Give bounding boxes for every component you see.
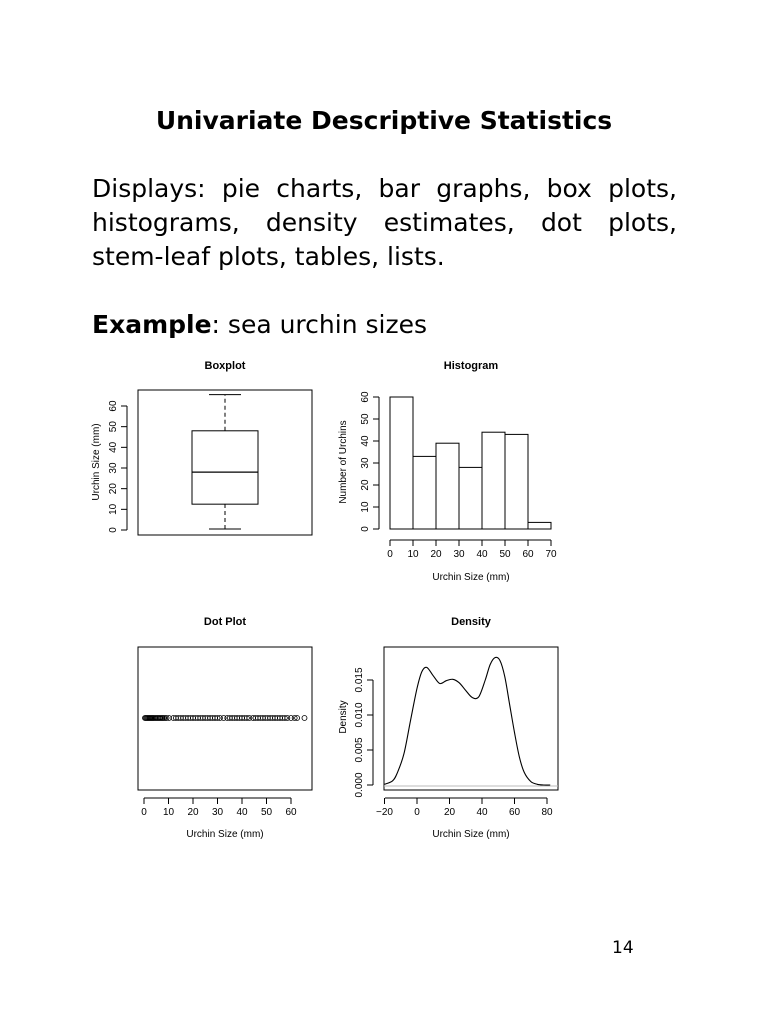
density-x-tick-label: −20: [376, 807, 393, 818]
density-panel: [338, 616, 558, 840]
density-x-tick-label: 60: [508, 807, 521, 818]
boxplot-y-ticks: [108, 400, 127, 533]
histogram-bar: [390, 397, 413, 529]
dotplot-x-ticks: [141, 798, 297, 818]
density-x-label: Urchin Size (mm): [432, 829, 510, 840]
histogram-x-label: Urchin Size (mm): [432, 572, 510, 583]
dotplot-x-tick-label: 30: [211, 807, 224, 818]
density-y-tick-label: 0.005: [354, 737, 365, 763]
page-number: 14: [612, 938, 634, 958]
density-y-tick-label: 0.010: [354, 702, 365, 728]
histogram-y-ticks: [360, 391, 379, 532]
histogram-x-tick-label: 30: [453, 549, 465, 560]
histogram-y-tick-label: 30: [360, 457, 371, 469]
density-frame: [384, 647, 558, 790]
dotplot-x-tick-label: 50: [260, 807, 273, 818]
histogram-panel: [338, 360, 557, 583]
boxplot-box: [192, 431, 258, 504]
histogram-y-tick-label: 60: [360, 391, 371, 403]
dotplot-x-tick-label: 60: [285, 807, 297, 818]
boxplot-y-tick-label: 50: [108, 421, 119, 433]
dotplot-x-tick-label: 10: [162, 807, 175, 818]
histogram-y-tick-label: 40: [360, 435, 371, 447]
histogram-y-tick-label: 50: [360, 413, 371, 425]
histogram-bar: [459, 467, 482, 529]
boxplot-panel: [91, 360, 312, 535]
histogram-title: Histogram: [443, 360, 499, 372]
histogram-bar: [482, 432, 505, 529]
density-x-ticks: [376, 798, 553, 818]
histogram-x-tick-label: 60: [522, 549, 534, 560]
dotplot-x-label: Urchin Size (mm): [186, 829, 264, 840]
density-y-label: Density: [338, 700, 349, 734]
density-y-ticks: [354, 667, 373, 797]
boxplot-y-tick-label: 20: [108, 483, 119, 495]
histogram-x-tick-label: 50: [499, 549, 511, 560]
histogram-y-tick-label: 10: [360, 501, 371, 513]
boxplot-body: [192, 395, 258, 529]
density-x-tick-label: 80: [541, 807, 553, 818]
dotplot-title: Dot Plot: [203, 616, 247, 628]
boxplot-title: Boxplot: [204, 360, 246, 372]
histogram-bar: [505, 434, 528, 529]
histogram-y-tick-label: 20: [360, 479, 371, 491]
histogram-bar: [528, 522, 551, 529]
density-x-tick-label: 20: [443, 807, 456, 818]
density-x-tick-label: 0: [414, 807, 420, 818]
dotplot-x-tick-label: 40: [236, 807, 248, 818]
boxplot-y-tick-label: 10: [108, 503, 119, 515]
dotplot-x-tick-label: 0: [141, 807, 147, 818]
page-title: Univariate Descriptive Statistics: [155, 106, 613, 135]
density-y-tick-label: 0.015: [354, 667, 365, 693]
histogram-x-ticks: [387, 540, 557, 560]
histogram-x-tick-label: 0: [387, 549, 393, 560]
density-x-tick-label: 40: [476, 807, 488, 818]
dotplot-point: [302, 716, 307, 721]
histogram-x-tick-label: 10: [407, 549, 419, 560]
histogram-bars: [390, 397, 551, 529]
dotplot-points: [142, 716, 306, 721]
histogram-bar: [436, 443, 459, 529]
boxplot-y-tick-label: 0: [108, 527, 119, 533]
histogram-bar: [413, 456, 436, 529]
dotplot-x-tick-label: 20: [187, 807, 199, 818]
density-y-tick-label: 0.000: [354, 772, 365, 798]
boxplot-y-label: Urchin Size (mm): [91, 423, 102, 501]
histogram-x-tick-label: 70: [545, 549, 557, 560]
example-label: Example: [92, 310, 212, 339]
boxplot-y-tick-label: 30: [108, 462, 119, 474]
dotplot-panel: [138, 616, 312, 840]
density-curve: [385, 657, 551, 785]
density-title: Density: [451, 616, 491, 628]
histogram-x-tick-label: 40: [476, 549, 488, 560]
example-text: : sea urchin sizes: [211, 310, 427, 339]
histogram-y-tick-label: 0: [360, 526, 371, 532]
displays-paragraph: Displays: pie charts, bar graphs, box plots, histograms, density estimates, dot plots, stem-leaf plots, tables, lists.: [92, 174, 677, 271]
histogram-x-tick-label: 20: [430, 549, 442, 560]
boxplot-y-tick-label: 40: [108, 441, 119, 453]
boxplot-y-tick-label: 60: [108, 400, 119, 412]
histogram-y-label: Number of Urchins: [338, 420, 349, 504]
